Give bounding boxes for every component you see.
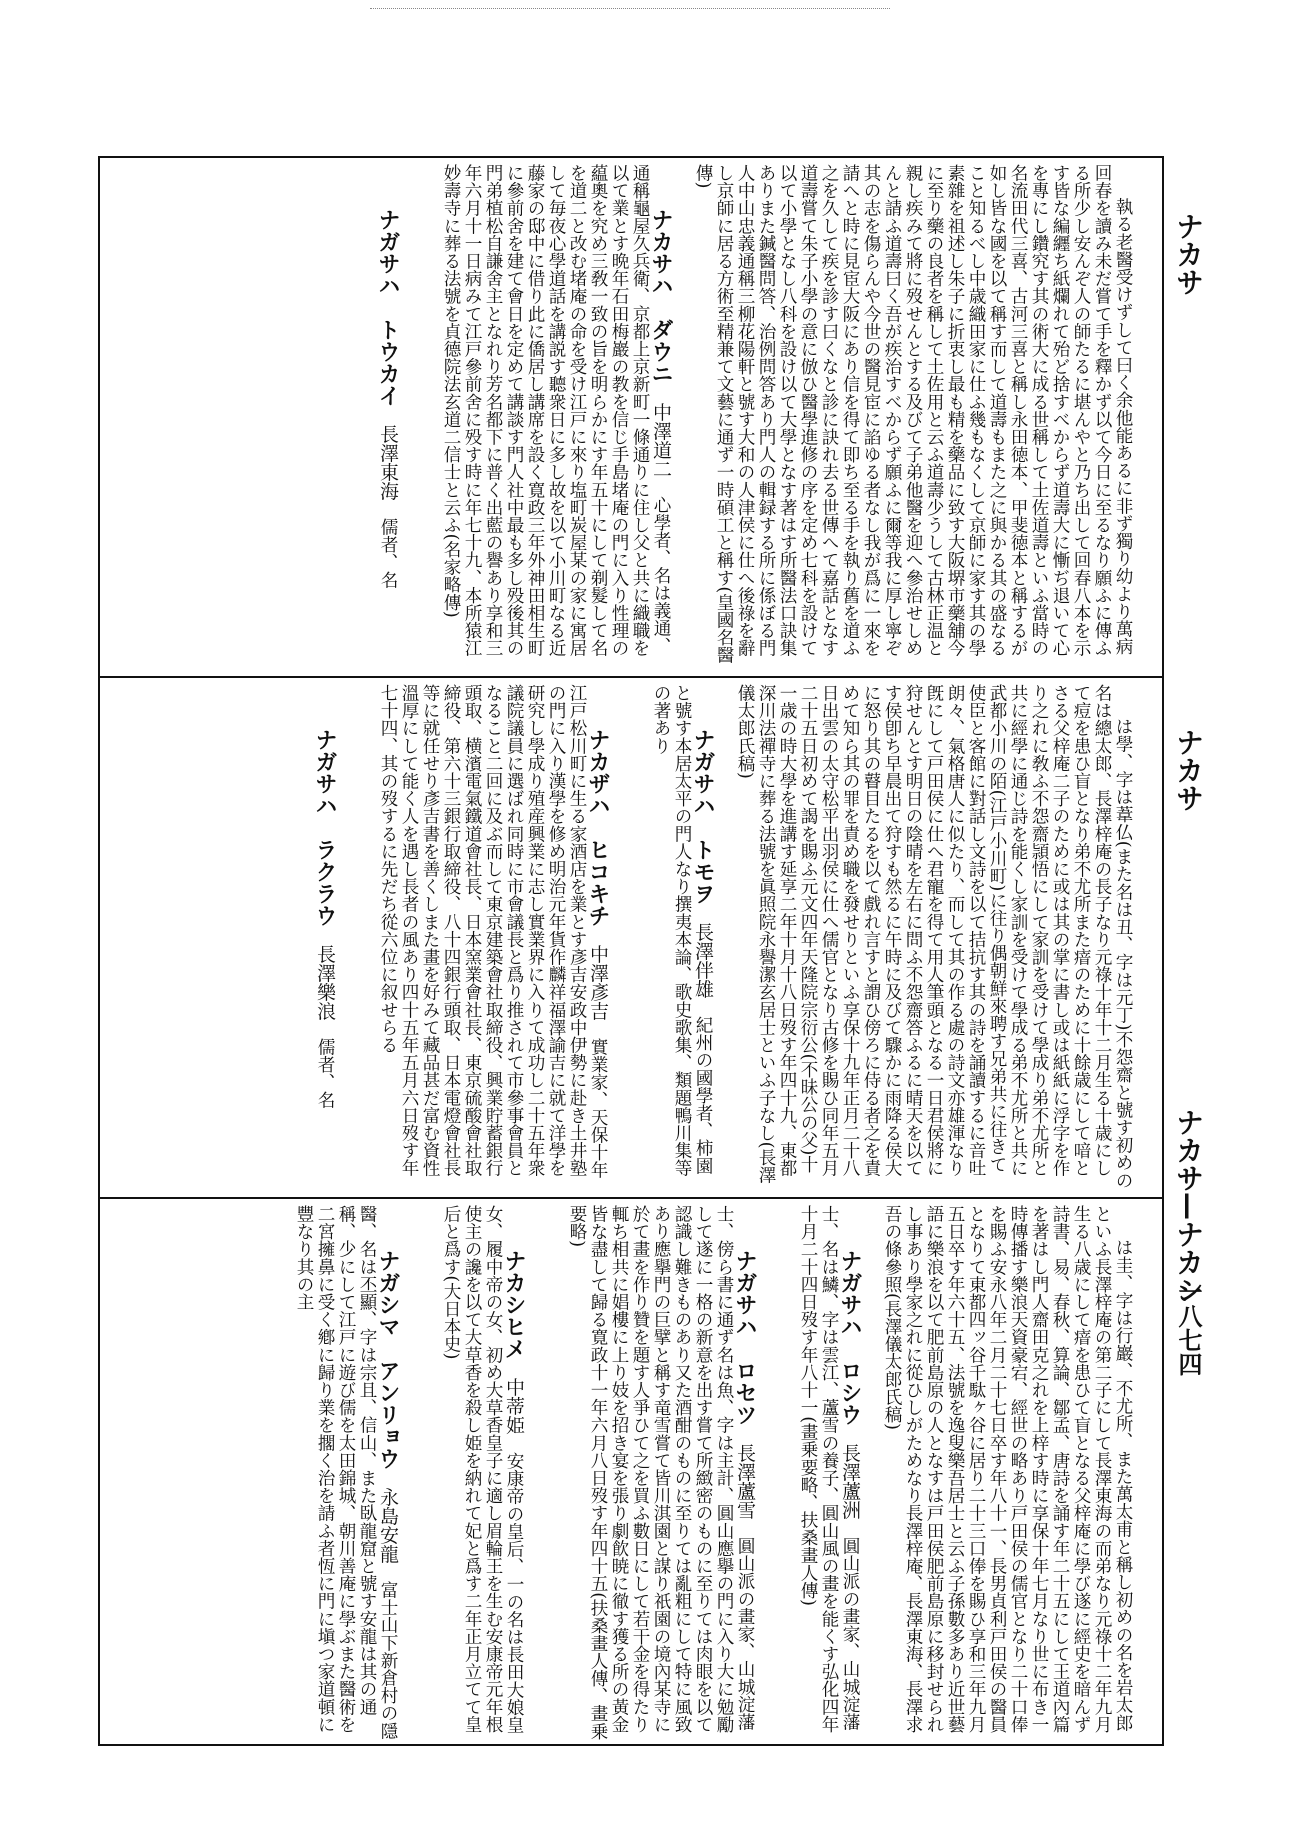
entry-text: 儒者、名 — [315, 1037, 335, 1109]
entry-name: 中澤彥吉 — [587, 944, 609, 1021]
running-head-middle: ナカサ — [1172, 728, 1205, 812]
entry-nagasawa-roshuu — [777, 1205, 863, 1733]
entry-text: 圓山派の畫家、山城淀藩士、傍ら書に通ず名は魚、字は主計、圓山應擧の門に入り大に勉勵して遂に一格の新意を出す嘗て所緻密のものに至りては肉眼を以て認識し難きものあり又た酒酣のものに至りては亂粗にして特に風致あり應擧門の巨擘と稱す竜雪嘗て皆川淇園と謀り祇園の境內某寺に於て畫を作り贊を題す人爭ひて之を買ふ數日にして若干金を得たり輒ち相共に娼樓に上り妓を招き宴を張り劇飮暁に徹す獲る所の黃金皆な盡して歸る寛政十一年六月八日歿す年四十五(扶桑畫人傳、畫乗要略) — [567, 1205, 755, 1740]
entry-nakashihime — [420, 1205, 527, 1734]
entry-name: 長澤蘆洲 — [839, 1443, 861, 1520]
running-head-top: ナカサ — [1172, 212, 1205, 296]
band-bottom — [108, 1205, 1154, 1741]
entry-name: 長澤東海 — [377, 424, 399, 501]
band-middle — [108, 684, 1154, 1190]
continued-entry-text: 執る老醫受けずして曰く余他能あるに非ず獨り幼より萬病回春を讀み未だ嘗て手を釋かず以て今日に至るなり願ふに傳ふる所少し安んぞ人の師たるに堪んやと乃ち出して回春八本を示す皆な編纒ち紙爛れて殆ど捨すべからず道壽大に慚ぢ退いて心を專にし鑽究す其の術大に成る世稱して土佐道壽といふ當時の名流田代三喜、古河三喜と稱し永田徳本、甲斐徳本と稱するが如し皆な國を以て稱す而して道壽もまた之に與かる其の盛なること知るべし中歳織田家に仕ふ幾もなくして京師に家す其の學素雜を祖述し朱子に折衷し最も精を藥品に致す大阪堺市藥舖今に至り藥の良者を稱して土佐用と云ふ道壽少うして古林正温と親し疾みて將に歿せんとする及びて子弟他醫を迎へ參治せしめんと請ふ道壽曰く吾が疾治すべからず願ふに爾等我に厚し寧ぞ其の志を傷らんや今世の醫見宦に諂ゆる者なし我が爲に一來を請へと時に見宦大阪にあり信を得て即ち至る手を執り舊を道ふ之を久して疾を診す曰くなと診に訣れ去る世傳へて嘉話となす道壽嘗て朱子小學の意に倣ひ醫學進修の序を定め七科を設けて以て小學となし八科を設け以て大學となす著はす所醫法口訣集ありまた鍼醫問答、治例問答あり門人の輯録する所に係ぼる門人中山忠義通稱三柳花陽軒と號す大和の人津侯に仕へ後祿を辭し京師に居る方術至精兼て文藝に通ず一時碩工と稱す(皇國名醫傳) — [693, 164, 1133, 664]
band-top — [108, 164, 1154, 670]
entry-nagashima-anryou — [273, 1205, 401, 1740]
entry-text: 紀州の國學者、柿園と號す本居太平の門人なり撰夷本論、歌史歌集、類題鴨川集等の著あり — [651, 684, 713, 1177]
entry-name: 永島安龍 — [377, 1487, 399, 1564]
entry-text: 心學者、名は義通、通稱龜屋久兵衛、京都上京新町一條通りに住し父と共に織職を以て業とす晩年石田梅巖の教を信じ手島堵庵の門に入り性理の藴奧を究め三敎一致の旨を明らかにす年五十にして剃髮して名を道二と改む堵庵の命を受け江戸に來り塩町炭屋某の家に寓居して毎夜心學道話を講説す聽衆日に多し故を以て小川町なる近藤家の邸中に借り此に僑居し講席を設く寛政三年外神田相生町に參前舍を建て會日を定めて講談す門人社中最も多し殁後其の門弟植松自謙舍主となれり芳名都下に普く出藍の譽あり享和三年六月十一日病みて江戸參前舍に殁す時に年七十九、本所猿江妙壽寺に葬る法號を貞德院法玄道二信士と云ふ(名家略傳) — [441, 164, 671, 657]
entry-headword: ナガシマ アンリョウ — [375, 1249, 401, 1470]
entry-nakazawa-douni — [420, 164, 674, 657]
top-dotted-rule — [370, 8, 890, 9]
entry-nagasawa-tomoo — [630, 684, 716, 1177]
entry-headword: ナガサハ ロシウ — [837, 1249, 863, 1426]
continued-entry-text: は學、字は葦仏(また名は丑、字は元丁)不怨齋と號す初めの名は總太郎、長澤梓庵の長子なり元祿十年十二月生る十歳にして痘を患ひ盲となり弟不尤所また瘖のために十餘歳にして喑とさる父梓庵二子のために或は其の掌に書し或は紙紙に浮字を作り之れに敎ふ不怨齋頴悟にして家訓を受けて學成り弟不尤所と共に經學に通じ詩を能くし家訓を受けて學成る弟不尤所と共に武都小川の陌(江戸小川町)に往り偶朝鮮來聘す兄弟共に往きて使臣と客館に對話し文詩を以て拮抗す其の詩を誦讀するに音吐朗々、氣格唐人に似たり、而して其の作る處の詩文亦雄渾なり旣にして戸田侯に仕へ君寵を得て用人筆頭となる一日君侯將に狩せんとす明日の陰晴を左右に問ふ不怨齋答ふるに晴天を以てす侯卽ち早晨出て狩すも然るに午時に及びて驟かに雨降る侯大に怒り其の瞽目たるを以て戲れ言すと謂ひ傍ろに侍る者之を責めて知ら其の罪を責め職を發せりといふ享保十九年正月二十八日出雲の太守松平出羽侯に仕へ儒官となり古修を賜ひ同年五月二十五日初めて謁を賜ふ元文四年天隆院宗衍公(不昧公の父)十一歳の時大學を進講す延享二年十月十八日歿す年四十九、東都深川法禪寺に葬る法號を眞照院永譽潔玄居士といふ子なし(長澤儀太郎氏稿) — [735, 684, 1133, 1189]
band-top-text — [335, 164, 1154, 670]
page-number: 一八七四 — [1174, 1280, 1203, 1376]
band-divider-2 — [100, 1197, 1162, 1199]
entry-nakazawa-hikokichi — [357, 684, 611, 1179]
band-middle-text — [272, 684, 1154, 1190]
entry-nagasawa-rosetsu — [546, 1205, 758, 1740]
entry-headword: ナガサハ ロセツ — [732, 1249, 758, 1426]
band-divider-1 — [100, 676, 1162, 678]
entry-text: 實業家、天保十年江戸松川町に生る家酒店を業とす彥吉安政中伊勢に赴き土井塾の門に入り漢學を修め明治元年貨作麟祥福澤諭吉に就て洋學を研究し學成り殖産興業に志し實業界に入りて成功し二十五年衆議院議員に選ばれ同時に市會議長と爲り推されて市參事會員となること二回に及ぶ而して東京建築會社取締役、興業貯蓄銀行頭取、横濱電氣鐵道會社長、日本窯業會社長、東京硫酸會社取締役、第六十三銀行取締役、八十四銀行頭取、日本電燈會社長等に就任せり彥吉書を善くしまた畫を好みて藏品甚だ富む資性溫厚にして能く人を遇し長者の風あり四十五年五月六日歿す年七十四、其の歿するに先だち從六位に叙せらる — [378, 684, 608, 1179]
entry-nagasawa-rakurou — [294, 684, 338, 1109]
band-bottom-text — [251, 1205, 1154, 1741]
entry-name: 長澤樂浪 — [314, 944, 336, 1021]
entry-text: 儒者、名 — [378, 517, 398, 589]
entry-headword: ナカサハ ダウニ — [648, 208, 674, 385]
entry-headword: ナガサハ トモヲ — [690, 728, 716, 905]
running-head-bottom: ナカサ—ナカシ — [1172, 1108, 1205, 1304]
entry-text: 富士山下新倉村の隱醫、名は丕顯、字は宗且、信山、また臥龍窟と號す安龍は其の通稱、少にして江戸に遊び儒を太田錦城、朝川善庵に學ぶまた醫術を二宮擁鼻に受く鄕に歸り業を擱く治を請ふ者恆に門に塡つ家道頓に豐なり其の主 — [294, 1205, 398, 1740]
page-frame — [98, 156, 1164, 1746]
entry-text: 圓山派の畫家、山城淀藩士、名は鱗、字は雲江、蘆雪の養子、圓山風の畫を能くす弘化四年十月二十四日歿す年八十一(畫乗要略、扶桑畫人傳) — [798, 1205, 860, 1733]
entry-headword: ナカザハ ヒコキチ — [585, 728, 611, 927]
entry-name: 中蒂姫 — [503, 1377, 525, 1435]
entry-headword: ナガサハ ラクラウ — [312, 728, 338, 927]
entry-name: 中澤道二 — [650, 402, 672, 479]
entry-name: 長澤伴雄 — [692, 922, 714, 999]
entry-text: 安康帝の皇后、一の名は長田大娘皇女、履中帝の女、初め大草香皇子に適し眉輪王を生む安康帝元年根使主の讒を以て大草香を殺し姫を納れて妃と爲す二年正月立てて皇后と爲す(大日本史) — [441, 1205, 524, 1734]
entry-nagasawa-toukai — [357, 164, 401, 589]
continued-entry-text: は圭、字は行巖、不尤所、また萬太甫と稱し初めの名を岩太郎といふ長澤梓庵の第二子にして長澤東海の而弟なり元祿十二年九月生る八歳にして瘖を患ひて盲となる父梓庵に學び遂に經史を暗んず詩書、易、春秋、算論、鄒孟、唐詩を誦す年二十五にして王道內篇を著はし門人齋田克之れを上梓す時に享保十年七月なり世に布き一時傳播す樂浪天資豪宕、經世の略あり戸田侯の儒官となり二十口俸を賜ふ安永八年二月二十七日卒す年八十一、長男貞利戸田侯の醫員となりて東都四ッ谷千駄ヶ谷に居り二十三口俸を賜ひ享和三年九月五日卒す年六十五、法號を逸叟樂吾居士と云ふ子孫數多あり近世藝語に樂浪を以て肥前島原の人となすは戸田侯肥前島原に移封せられし事あり學家之れに從ひしがためなり長澤梓庵、長澤東海、長澤求吾の條參照(長澤儀太郎氏稿) — [882, 1205, 1133, 1733]
entry-headword: ナガサハ トウカイ — [375, 208, 401, 407]
entry-name: 長澤蘆雪 — [734, 1443, 756, 1520]
entry-headword: ナカシヒメ — [501, 1249, 527, 1360]
